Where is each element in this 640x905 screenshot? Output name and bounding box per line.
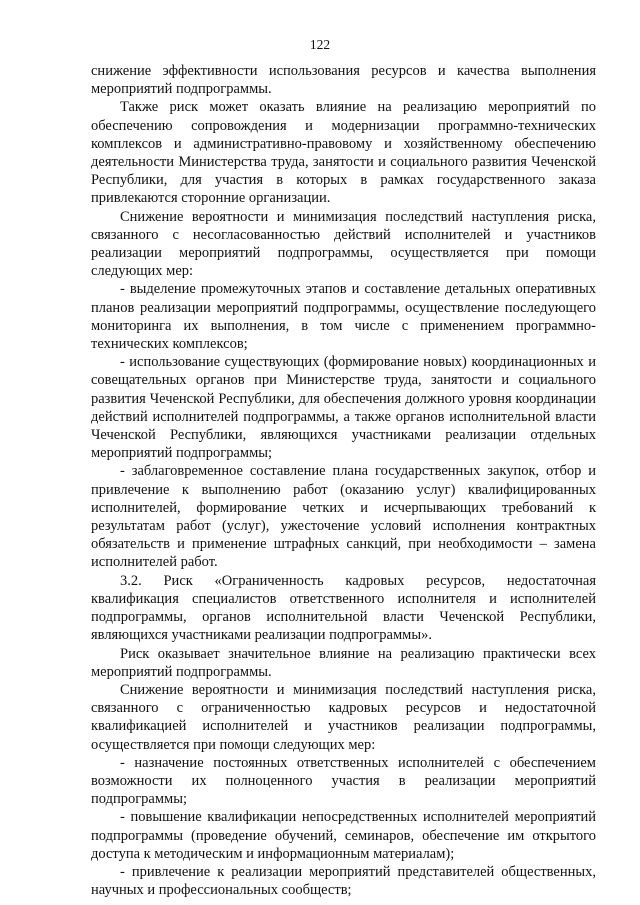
list-item-measure: - назначение постоянных ответственных исполнителей с обеспечением возможности их полноценного участия в реализации мероприятий подпрограммы;	[91, 754, 596, 808]
paragraph-mitigation-intro: Снижение вероятности и минимизация последствий наступления риска, связанного с ограниченностью кадровых ресурсов и недостаточной квалификацией исполнителей и участников реализации подпрограммы, осуществляется при помощи следующих мер:	[91, 681, 596, 753]
document-body	[91, 62, 596, 899]
paragraph-risk-impact: Также риск может оказать влияние на реализацию мероприятий по обеспечению сопровождения и модернизации программно-технических комплексов и административно-правовому и хозяйственному обеспечению деятельности Министерства труда, занятости и социального развития Чеченской Республики, для участия в которых в рамках государственного заказа привлекаются сторонние организации.	[91, 99, 596, 207]
list-item-measure: - заблаговременное составление плана государственных закупок, отбор и привлечение к выполнению работ (оказанию услуг) квалифицированных исполнителей, формирование четких и исчерпывающих требований к результатам работ (услуг), ужесточение условий исполнения контрактных обязательств и применение штрафных санкций, при необходимости – замена исполнителей работ.	[91, 463, 596, 571]
paragraph-risk-heading: 3.2. Риск «Ограниченность кадровых ресурсов, недостаточная квалификация специалистов ответственного исполнителя и исполнителей подпрограммы, органов исполнительной власти Чеченской Республики, являющихся участниками реализации подпрограммы».	[91, 572, 596, 644]
list-item-measure: - выделение промежуточных этапов и составление детальных оперативных планов реализации мероприятий подпрограммы, осуществление последующего мониторинга их выполнения, в том числе с применением программно-технических комплексов;	[91, 281, 596, 353]
list-item-measure: - повышение квалификации непосредственных исполнителей мероприятий подпрограммы (проведение обучений, семинаров, обеспечение им открытого доступа к методическим и информационным материалам);	[91, 809, 596, 862]
paragraph-risk-impact: Риск оказывает значительное влияние на реализацию практически всех мероприятий подпрограммы.	[91, 645, 596, 680]
page-number: 122	[309, 37, 331, 52]
list-item-measure: - привлечение к реализации мероприятий представителей общественных, научных и профессиональных сообществ;	[91, 863, 596, 899]
paragraph-mitigation-intro: Снижение вероятности и минимизация последствий наступления риска, связанного с несогласованностью действий исполнителей и участников реализации мероприятий подпрограммы, осуществляется при помощи следующих мер:	[91, 208, 596, 280]
paragraph-continuation: снижение эффективности использования ресурсов и качества выполнения мероприятий подпрограммы.	[91, 63, 596, 98]
list-item-measure: - использование существующих (формирование новых) координационных и совещательных органов при Министерстве труда, занятости и социального развития Чеченской Республики, для обеспечения должного уровня координации действий исполнителей подпрограммы, а также органов исполнительной власти Чеченской Республики, являющихся участниками реализации отдельных мероприятий подпрограммы;	[91, 354, 596, 462]
